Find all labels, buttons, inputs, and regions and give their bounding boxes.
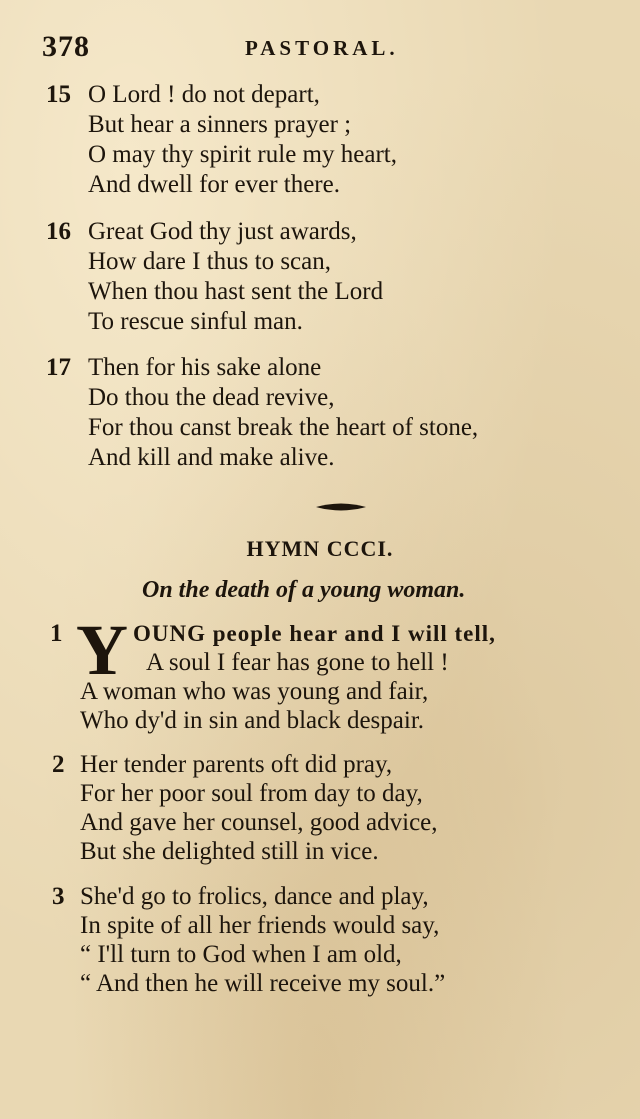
verse-line: For her poor soul from day to day, bbox=[80, 780, 423, 807]
verse-line: And gave her counsel, good advice, bbox=[80, 809, 438, 836]
hymn-title: HYMN CCCI. bbox=[246, 536, 394, 561]
verse-line: But hear a sinners prayer ; bbox=[88, 111, 352, 138]
stanza-number: 1 bbox=[50, 620, 63, 647]
verse-line: “ I'll turn to God when I am old, bbox=[80, 941, 402, 968]
verse-line: But she delighted still in vice. bbox=[80, 838, 379, 865]
stanza-number: 16 bbox=[46, 218, 71, 245]
stanza-number: 15 bbox=[46, 81, 71, 108]
stanza-number: 2 bbox=[52, 751, 65, 778]
verse-line: Do thou the dead revive, bbox=[88, 384, 335, 411]
running-title: PASTORAL. bbox=[245, 36, 399, 60]
verse-line: She'd go to frolics, dance and play, bbox=[80, 883, 429, 910]
verse-line: OUNG people hear and I will tell, bbox=[133, 621, 496, 646]
hymn-subtitle: On the death of a young woman. bbox=[142, 577, 466, 603]
verse-line: Who dy'd in sin and black despair. bbox=[80, 707, 425, 734]
verse-line: And dwell for ever there. bbox=[88, 171, 340, 198]
verse-line: How dare I thus to scan, bbox=[88, 248, 331, 275]
drop-cap: Y bbox=[76, 610, 128, 690]
verse-line: A soul I fear has gone to hell ! bbox=[146, 649, 449, 676]
ornamental-divider bbox=[316, 502, 366, 512]
verse-line: And kill and make alive. bbox=[88, 444, 335, 471]
verse-line: For thou canst break the heart of stone, bbox=[88, 414, 479, 441]
verse-line: Great God thy just awards, bbox=[88, 218, 357, 245]
running-head bbox=[0, 30, 640, 70]
verse-line: To rescue sinful man. bbox=[88, 308, 303, 335]
verse-line: Her tender parents oft did pray, bbox=[80, 751, 393, 778]
verse-line: Then for his sake alone bbox=[88, 354, 322, 381]
verse-line: O Lord ! do not depart, bbox=[88, 81, 320, 108]
verse-line: O may thy spirit rule my heart, bbox=[88, 141, 397, 168]
verse-line: “ And then he will receive my soul.” bbox=[80, 970, 446, 997]
verse-line: In spite of all her friends would say, bbox=[80, 912, 440, 939]
page-number: 378 bbox=[42, 30, 90, 63]
verse-line: When thou hast sent the Lord bbox=[88, 278, 384, 305]
stanza-number: 17 bbox=[46, 354, 71, 381]
stanza-number: 3 bbox=[52, 883, 65, 910]
verse-line: A woman who was young and fair, bbox=[80, 678, 429, 705]
